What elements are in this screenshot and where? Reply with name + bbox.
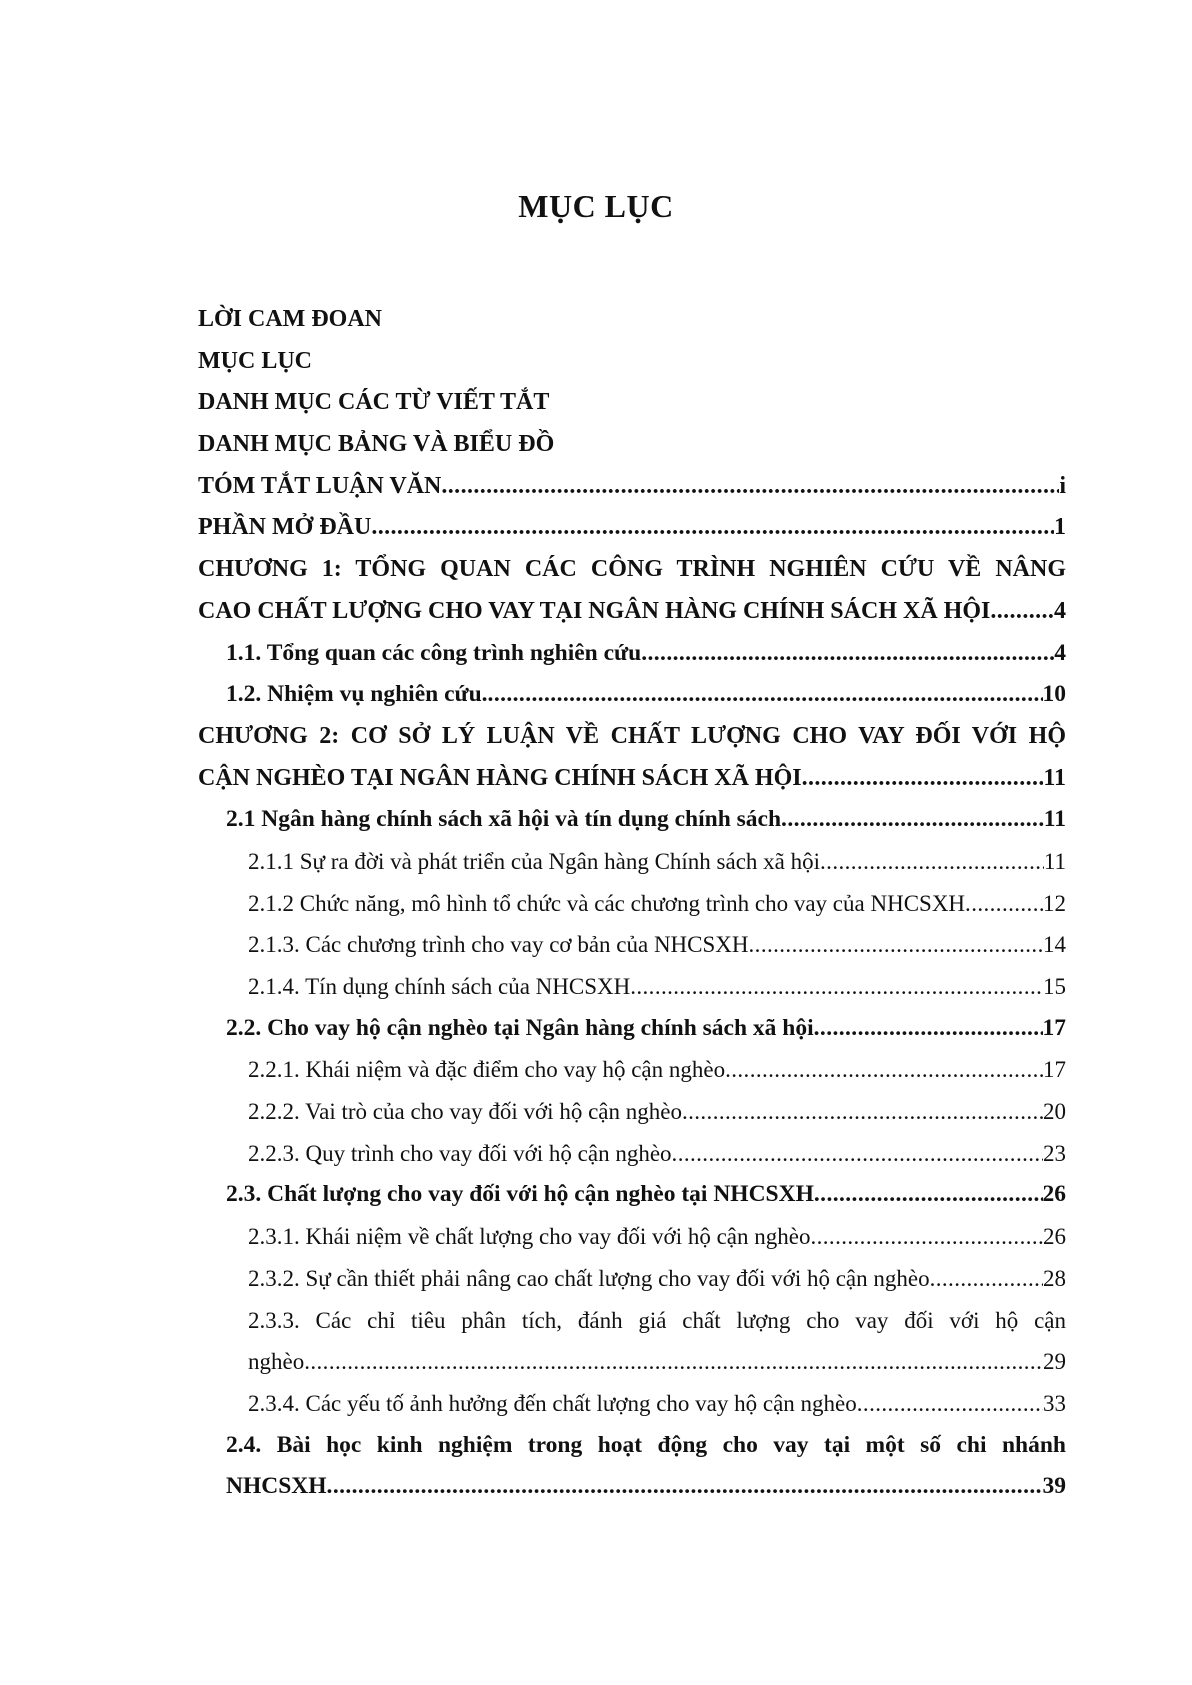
toc-page-number: 17 bbox=[1042, 1014, 1066, 1041]
toc-entry-title: 2.1.2 Chức năng, mô hình tổ chức và các chương trình cho vay của NHCSXH bbox=[248, 890, 966, 916]
toc-page-number: 1 bbox=[1054, 514, 1066, 541]
toc-entry-2-3-3[interactable] bbox=[198, 1341, 1066, 1383]
toc-entry-2-3[interactable] bbox=[198, 1174, 1066, 1216]
toc-page-number: 26 bbox=[1042, 1181, 1066, 1208]
toc-entry-title: PHẦN MỞ ĐẦU bbox=[198, 514, 372, 541]
toc-entry-chuong-2[interactable] bbox=[198, 758, 1066, 800]
toc-entry-2-3-2[interactable] bbox=[198, 1258, 1066, 1300]
dot-leader bbox=[488, 674, 1043, 716]
toc-entry-2-1-4[interactable] bbox=[198, 966, 1066, 1008]
toc-entry-title: LỜI CAM ĐOAN bbox=[198, 306, 382, 332]
dot-leader bbox=[371, 507, 1054, 549]
toc-entry-2-3-4[interactable] bbox=[198, 1383, 1066, 1425]
toc-entry-title: 2.1.3. Các chương trình cho vay cơ bản của NHCSXH bbox=[248, 932, 749, 958]
dot-leader bbox=[682, 1091, 1043, 1133]
toc-entry-title: CAO CHẤT LƯỢNG CHO VAY TẠI NGÂN HÀNG CHÍNH SÁCH XÃ HỘI bbox=[198, 597, 991, 624]
dot-leader bbox=[641, 633, 1054, 675]
toc-entry-title: nghèo bbox=[248, 1349, 305, 1375]
dot-leader bbox=[441, 466, 1059, 508]
toc-entry-title: NHCSXH bbox=[226, 1473, 327, 1500]
dot-leader bbox=[990, 591, 1054, 633]
toc-page-number: 26 bbox=[1043, 1224, 1066, 1250]
toc-entry-2-1[interactable] bbox=[198, 799, 1066, 841]
dot-leader bbox=[672, 1133, 1043, 1175]
toc-page-number: 23 bbox=[1043, 1140, 1066, 1166]
toc-entry-title: DANH MỤC BẢNG VÀ BIỂU ĐỒ bbox=[198, 431, 555, 458]
toc-entry-title: 2.1.4. Tín dụng chính sách của NHCSXH bbox=[248, 974, 631, 999]
toc-entry-chuong-2-line-1[interactable]: CHƯƠNG 2: CƠ SỞ LÝ LUẬN VỀ CHẤT LƯỢNG CHO VAY ĐỐI VỚI HỘ bbox=[198, 722, 1066, 749]
toc-page-number: 17 bbox=[1043, 1057, 1066, 1083]
toc-page-number: 14 bbox=[1043, 932, 1066, 958]
dot-leader bbox=[820, 841, 1044, 883]
dot-leader bbox=[857, 1383, 1043, 1425]
toc-entry-2-1-1[interactable] bbox=[198, 841, 1066, 883]
toc-entry-1-1[interactable] bbox=[198, 633, 1066, 675]
toc-page-number: 10 bbox=[1042, 681, 1066, 708]
toc-entry-title: 2.3.2. Sự cần thiết phải nâng cao chất lượng cho vay đối với hộ cận nghèo bbox=[248, 1265, 930, 1291]
toc-entry-danh-muc-bang-bieu-do[interactable] bbox=[198, 424, 1066, 466]
dot-leader bbox=[810, 1216, 1043, 1258]
toc-page-number: 11 bbox=[1043, 806, 1066, 833]
toc-entry-title: 2.2. Cho vay hộ cận nghèo tại Ngân hàng chính sách xã hội bbox=[226, 1014, 814, 1041]
toc-entry-tom-tat[interactable] bbox=[198, 466, 1066, 508]
toc-entry-chuong-1[interactable] bbox=[198, 591, 1066, 633]
toc-entry-title: 2.1 Ngân hàng chính sách xã hội và tín dụng chính sách bbox=[226, 806, 782, 833]
dot-leader bbox=[965, 883, 1043, 925]
toc-entry-2-4[interactable] bbox=[198, 1466, 1066, 1508]
toc-page-number: 39 bbox=[1042, 1473, 1066, 1500]
toc-entry-title: 2.3. Chất lượng cho vay đối với hộ cận nghèo tại NHCSXH bbox=[226, 1181, 814, 1208]
toc-entry-danh-muc-tu-viet-tat[interactable] bbox=[198, 382, 1066, 424]
dot-leader bbox=[630, 966, 1043, 1008]
toc-page-number: 4 bbox=[1054, 597, 1066, 624]
toc-page-number: 12 bbox=[1043, 890, 1066, 916]
toc-page-number: 11 bbox=[1043, 764, 1066, 791]
toc-entry-title: 2.3.4. Các yếu tố ảnh hưởng đến chất lượng cho vay hộ cận nghèo bbox=[248, 1390, 857, 1416]
toc-entry-2-1-3[interactable] bbox=[198, 924, 1066, 966]
toc-page-number: 11 bbox=[1043, 848, 1066, 874]
toc-page-number: 15 bbox=[1043, 974, 1066, 999]
toc-entry-title: 2.2.3. Quy trình cho vay đối với hộ cận nghèo bbox=[248, 1140, 672, 1166]
toc-entry-title: 2.2.1. Khái niệm và đặc điểm cho vay hộ cận nghèo bbox=[248, 1057, 726, 1083]
toc-entry-2-4-line-1[interactable]: 2.4. Bài học kinh nghiệm trong hoạt động cho vay tại một số chi nhánh bbox=[226, 1431, 1066, 1458]
toc-entry-title: 1.2. Nhiệm vụ nghiên cứu. bbox=[226, 681, 488, 708]
toc-entry-title: 2.2.2. Vai trò của cho vay đối với hộ cận nghèo bbox=[248, 1099, 682, 1125]
toc-entry-title: 1.1. Tổng quan các công trình nghiên cứu bbox=[226, 639, 642, 666]
toc-entry-2-3-3-line-1[interactable]: 2.3.3. Các chỉ tiêu phân tích, đánh giá chất lượng cho vay đối với hộ cận bbox=[248, 1307, 1066, 1333]
toc-page-number: 28 bbox=[1043, 1265, 1066, 1291]
dot-leader bbox=[725, 1049, 1043, 1091]
toc-entry-2-2-3[interactable] bbox=[198, 1133, 1066, 1175]
toc-page-number: i bbox=[1059, 472, 1066, 499]
page-title: MỤC LỤC bbox=[518, 188, 674, 224]
toc-entry-title: MỤC LỤC bbox=[198, 347, 312, 374]
dot-leader bbox=[930, 1258, 1043, 1300]
dot-leader bbox=[781, 799, 1044, 841]
table-of-contents bbox=[198, 299, 1066, 1508]
toc-entry-2-2-1[interactable] bbox=[198, 1049, 1066, 1091]
toc-entry-2-2-2[interactable] bbox=[198, 1091, 1066, 1133]
dot-leader bbox=[304, 1341, 1043, 1383]
toc-entry-2-3-1[interactable] bbox=[198, 1216, 1066, 1258]
toc-page-number: 29 bbox=[1043, 1349, 1066, 1375]
dot-leader bbox=[802, 758, 1044, 800]
toc-entry-title: 2.3.1. Khái niệm về chất lượng cho vay đối với hộ cận nghèo bbox=[248, 1224, 811, 1250]
toc-entry-loi-cam-doan[interactable] bbox=[198, 299, 1066, 341]
toc-entry-title: 2.1.1 Sự ra đời và phát triển của Ngân hàng Chính sách xã hội bbox=[248, 848, 821, 874]
toc-entry-title: CẬN NGHÈO TẠI NGÂN HÀNG CHÍNH SÁCH XÃ HỘI bbox=[198, 764, 802, 791]
dot-leader bbox=[814, 1008, 1043, 1050]
dot-leader bbox=[327, 1466, 1043, 1508]
toc-entry-phan-mo-dau[interactable] bbox=[198, 507, 1066, 549]
toc-page-number: 20 bbox=[1043, 1099, 1066, 1125]
dot-leader bbox=[814, 1174, 1043, 1216]
toc-page-number: 33 bbox=[1043, 1390, 1066, 1416]
toc-entry-title: TÓM TẮT LUẬN VĂN bbox=[198, 472, 442, 499]
toc-entry-2-1-2[interactable] bbox=[198, 883, 1066, 925]
toc-page-number: 4 bbox=[1054, 639, 1066, 666]
toc-entry-chuong-1-line-1[interactable]: CHƯƠNG 1: TỔNG QUAN CÁC CÔNG TRÌNH NGHIÊN CỨU VỀ NÂNG bbox=[198, 556, 1066, 583]
toc-entry-2-2[interactable] bbox=[198, 1008, 1066, 1050]
toc-entry-muc-luc[interactable] bbox=[198, 341, 1066, 383]
dot-leader bbox=[749, 924, 1043, 966]
toc-entry-title: DANH MỤC CÁC TỪ VIẾT TẮT bbox=[198, 389, 550, 416]
toc-entry-1-2[interactable] bbox=[198, 674, 1066, 716]
